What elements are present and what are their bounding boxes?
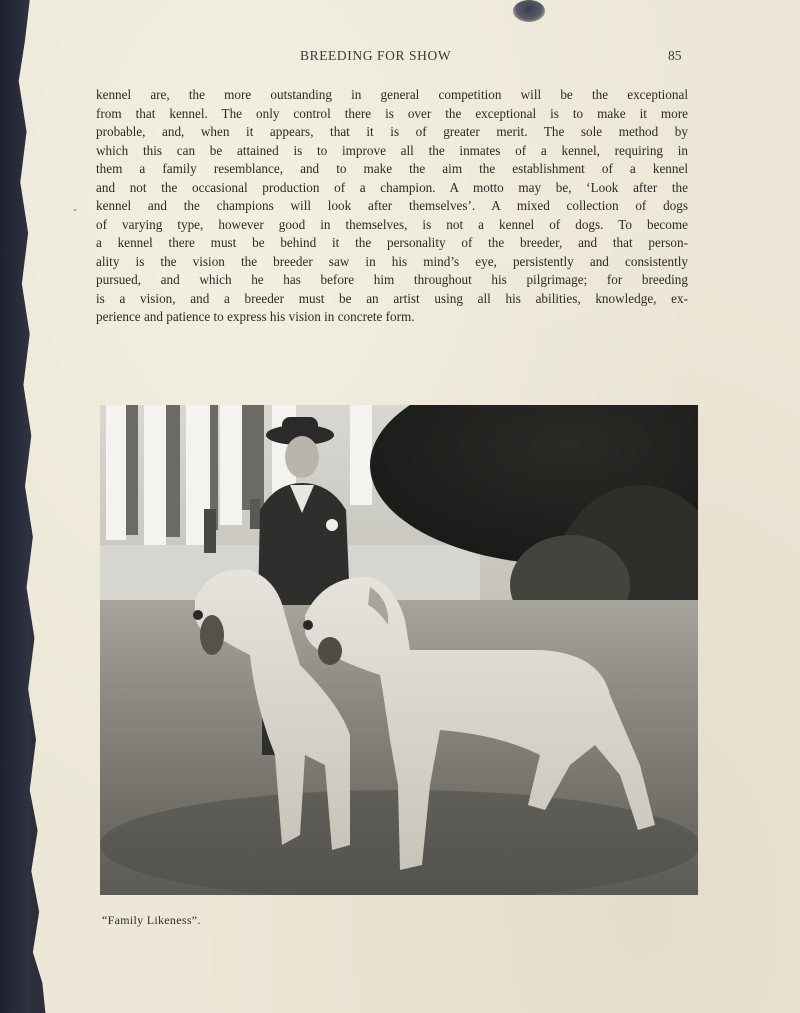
photo-caption: “Family Likeness”. bbox=[102, 913, 201, 927]
background-figure bbox=[204, 509, 216, 553]
photograph-illustration bbox=[100, 405, 698, 895]
text-line: probable, and, when it appears, that it is of greater merit. The sole method by bbox=[96, 124, 688, 139]
running-head: BREEDING FOR SHOW bbox=[300, 48, 452, 63]
text-line: them a family resemblance, and to make the aim the establishment of a kennel bbox=[96, 161, 688, 176]
body-paragraph bbox=[96, 86, 688, 327]
text-line: kennel and the champions will look after themselves’. A mixed collection of dogs bbox=[96, 198, 688, 213]
punch-hole bbox=[513, 0, 545, 22]
text-line: pursued, and which he has before him throughout his pilgrimage; for breeding bbox=[96, 272, 688, 287]
text-line: a kennel there must be behind it the personality of the breeder, and that person- bbox=[96, 235, 688, 250]
text-line: kennel are, the more outstanding in general competition will be the exceptional bbox=[96, 87, 688, 102]
text-line: which this can be attained is to improve all the inmates of a kennel, requiring in bbox=[96, 142, 688, 158]
text-line: and not the occasional production of a champion. A motto may be, ‘Look after the bbox=[96, 179, 688, 195]
photograph bbox=[100, 405, 698, 895]
page-number: 85 bbox=[668, 48, 682, 63]
text-line: perience and patience to express his vision in concrete form. bbox=[96, 309, 415, 324]
text-line: is a vision, and a breeder must be an artist using all his abilities, knowledge, ex- bbox=[96, 290, 688, 306]
text-line: of varying type, however good in themselves, is not a kennel of dogs. To become bbox=[96, 216, 688, 232]
margin-mark: - bbox=[73, 202, 77, 216]
text-line: from that kennel. The only control there is over the exceptional is to make it more bbox=[96, 105, 688, 121]
text-line: ality is the vision the breeder saw in his mind’s eye, persistently and consistently bbox=[96, 253, 688, 269]
background-figure bbox=[250, 499, 260, 529]
